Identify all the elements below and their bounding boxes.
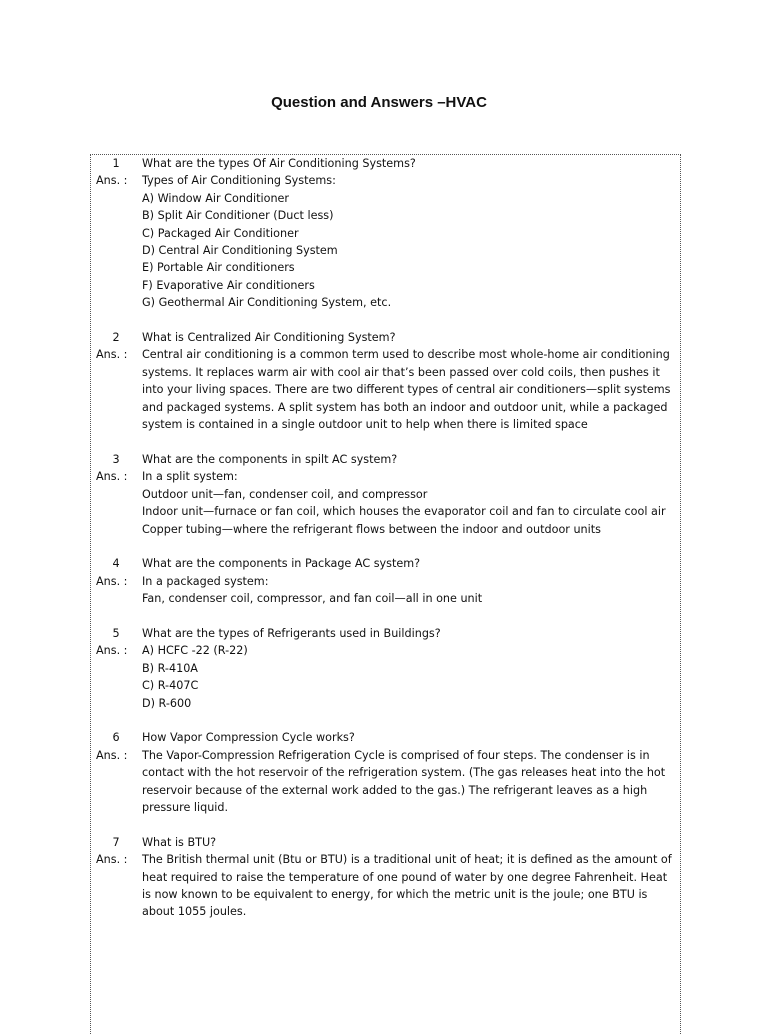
answer-line: is now known to be equivalent to energy, for which the metric unit is the joule; one BTU is (142, 887, 648, 901)
qa-item (90, 834, 680, 921)
question-row (90, 555, 680, 572)
answer-line: systems. It replaces warm air with cool air that’s been passed over cold coils, then pushes it (142, 365, 660, 379)
answer-label: Ans. : (96, 748, 128, 762)
qa-item (90, 451, 680, 538)
answer-row (90, 172, 680, 311)
question-number: 7 (112, 835, 120, 849)
answer-label: Ans. : (96, 853, 128, 867)
answer-line: A) HCFC -22 (R-22) (142, 644, 248, 658)
answer-label: Ans. : (96, 174, 128, 188)
qa-list (90, 155, 680, 938)
answer-line: C) Packaged Air Conditioner (142, 226, 299, 240)
answer-line: A) Window Air Conditioner (142, 191, 290, 205)
question-number: 3 (112, 452, 120, 466)
answer-line: and packaged systems. A split system has both an indoor and outdoor unit, while a packaged (142, 400, 668, 414)
qa-item (90, 625, 680, 712)
question-row (90, 329, 680, 346)
answer-row (90, 747, 680, 817)
answer-text (142, 851, 680, 921)
answer-row (90, 468, 680, 538)
qa-item (90, 329, 680, 433)
question-number: 4 (112, 557, 120, 571)
answer-line: The British thermal unit (Btu or BTU) is a traditional unit of heat; it is defined as the amount of (142, 853, 672, 867)
answer-row (90, 573, 680, 608)
answer-label: Ans. : (96, 574, 128, 588)
question-row (90, 729, 680, 746)
answer-line: Outdoor unit—fan, condenser coil, and compressor (142, 487, 428, 501)
question-row (90, 451, 680, 468)
answer-line: C) R-407C (142, 679, 199, 693)
question-text: What are the components in spilt AC system? (142, 452, 398, 466)
question-number: 1 (112, 157, 120, 170)
answer-line: B) Split Air Conditioner (Duct less) (142, 209, 334, 223)
answer-line: In a packaged system: (142, 574, 269, 588)
question-text: What is BTU? (142, 835, 217, 849)
question-text: What is Centralized Air Conditioning System? (142, 331, 396, 345)
answer-line: into your living spaces. There are two different types of central air conditioners—split systems (142, 383, 671, 397)
answer-label: Ans. : (96, 644, 128, 658)
answer-label: Ans. : (96, 470, 128, 484)
answer-line: reservoir because of the external work added to the gas.) The refrigerant leaves as a high (142, 783, 648, 797)
question-row (90, 834, 680, 851)
page-title: Question and Answers –HVAC (271, 94, 487, 111)
answer-line: contact with the hot reservoir of the refrigeration system. (The gas releases heat into the hot (142, 766, 666, 780)
answer-line: Copper tubing—where the refrigerant flows between the indoor and outdoor units (142, 522, 601, 536)
answer-line: G) Geothermal Air Conditioning System, etc. (142, 296, 392, 310)
question-text: What are the types of Refrigerants used in Buildings? (142, 626, 441, 640)
answer-text (142, 468, 680, 538)
question-number: 2 (112, 331, 120, 345)
answer-line: heat required to raise the temperature of one pound of water by one degree Fahrenheit. Heat (142, 870, 668, 884)
answer-line: F) Evaporative Air conditioners (142, 278, 315, 292)
answer-row (90, 642, 680, 712)
answer-line: Fan, condenser coil, compressor, and fan coil—all in one unit (142, 592, 483, 606)
answer-text (142, 573, 680, 608)
answer-row (90, 851, 680, 921)
answer-line: D) Central Air Conditioning System (142, 244, 338, 258)
qa-item (90, 729, 680, 816)
answer-line: Indoor unit—furnace or fan coil, which houses the evaporator coil and fan to circulate cool air (142, 505, 666, 519)
answer-line: In a split system: (142, 470, 238, 484)
question-number: 5 (112, 626, 120, 640)
answer-line: pressure liquid. (142, 800, 229, 814)
answer-row (90, 346, 680, 433)
question-row (90, 155, 680, 172)
answer-line: Types of Air Conditioning Systems: (142, 174, 336, 188)
question-text: What are the components in Package AC system? (142, 557, 421, 571)
answer-line: about 1055 joules. (142, 905, 247, 919)
question-text: How Vapor Compression Cycle works? (142, 731, 355, 745)
answer-line: Central air conditioning is a common term used to describe most whole-home air conditioning (142, 348, 670, 362)
answer-label: Ans. : (96, 348, 128, 362)
answer-line: E) Portable Air conditioners (142, 261, 295, 275)
question-row (90, 625, 680, 642)
answer-text (142, 747, 680, 817)
qa-item (90, 555, 680, 607)
qa-item (90, 155, 680, 312)
answer-line: The Vapor-Compression Refrigeration Cycle is comprised of four steps. The condenser is in (142, 748, 650, 762)
answer-line: B) R-410A (142, 661, 198, 675)
question-text: What are the types Of Air Conditioning Systems? (142, 157, 416, 170)
answer-text (142, 172, 680, 311)
answer-line: D) R-600 (142, 696, 192, 710)
answer-text (142, 346, 680, 433)
answer-text (142, 642, 680, 712)
question-number: 6 (112, 731, 120, 745)
answer-line: system is contained in a single outdoor unit to help when there is limited space (142, 418, 588, 432)
